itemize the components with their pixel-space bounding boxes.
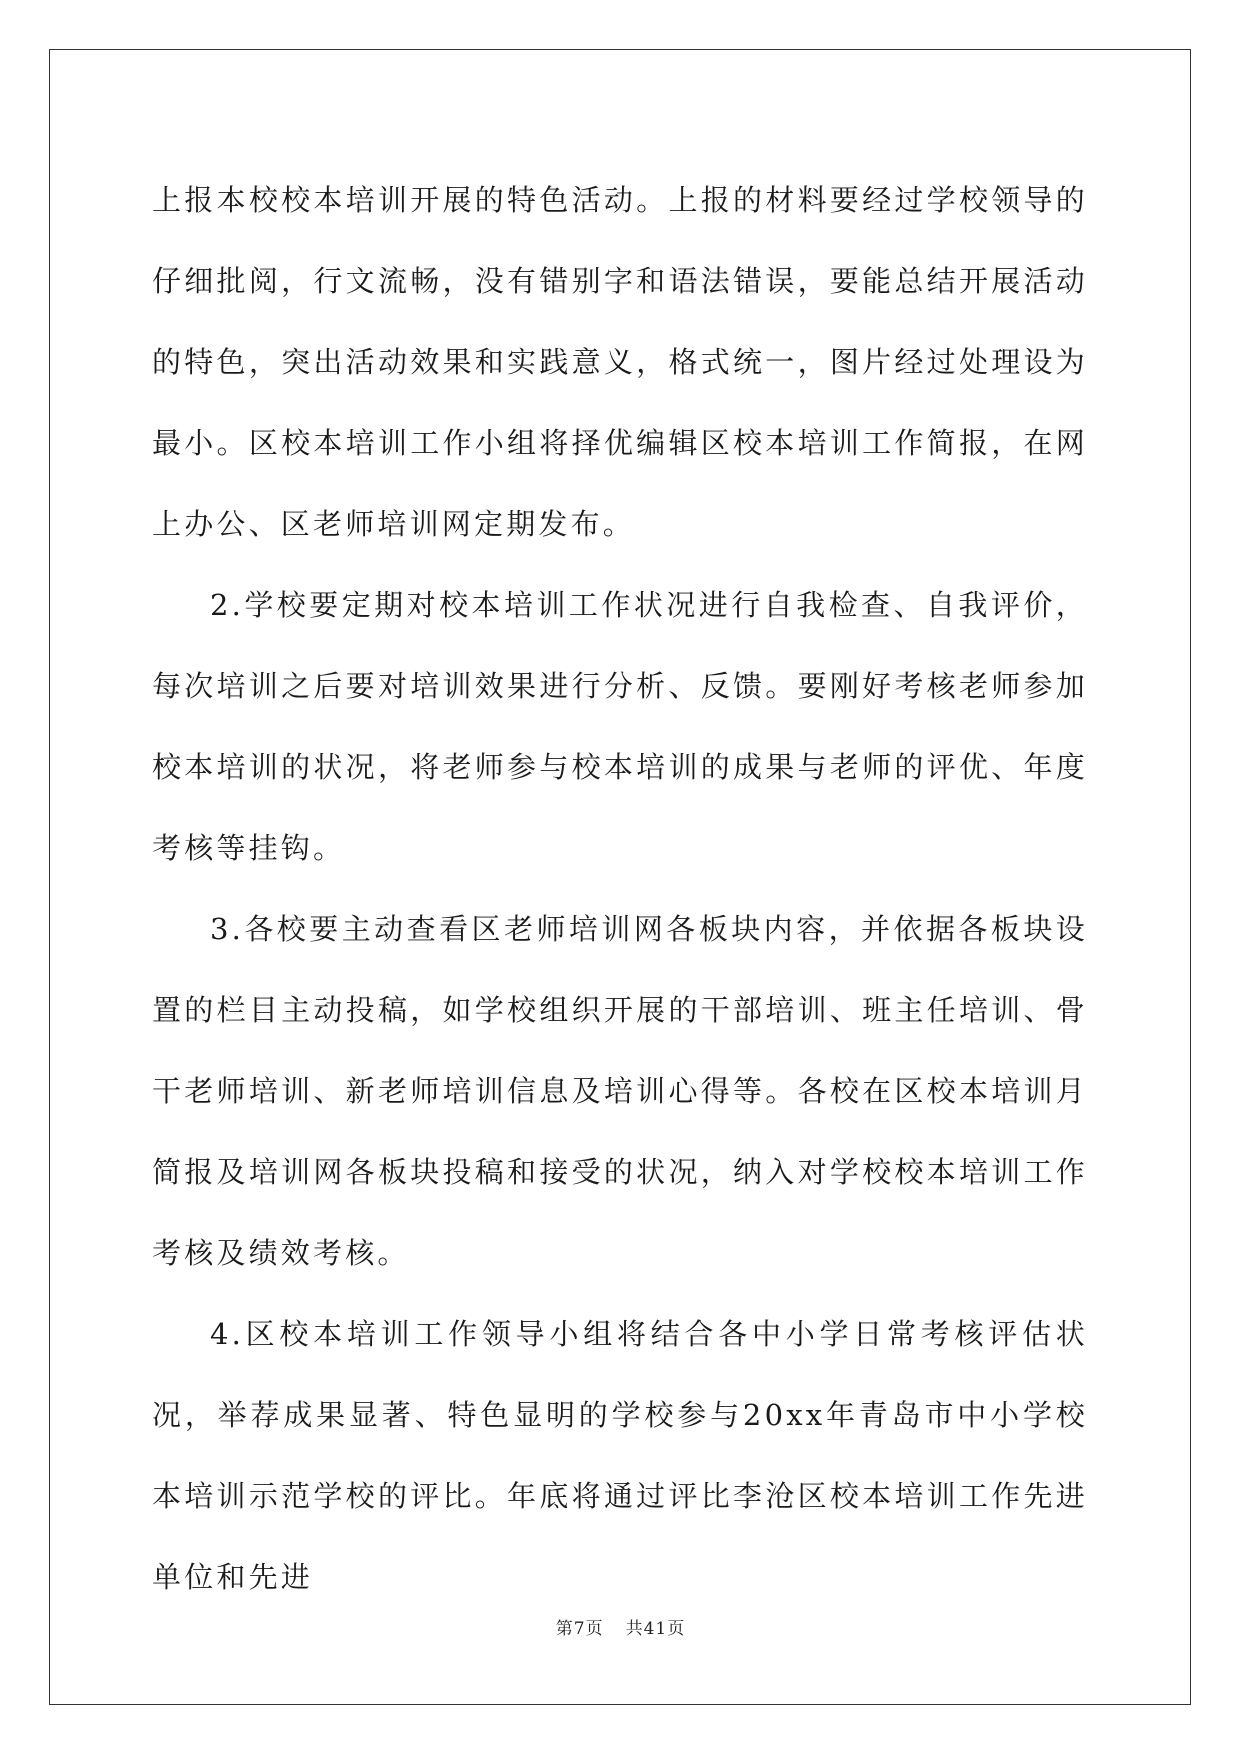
paragraph-1: 上报本校校本培训开展的特色活动。上报的材料要经过学校领导的仔细批阅，行文流畅，没有错别字和语法错误，要能总结开展活动的特色，突出活动效果和实践意义，格式统一，图片经过处理设为最小。区校本培训工作小组将择优编辑区校本培训工作简报，在网上办公、区老师培训网定期发布。	[152, 183, 1088, 541]
paragraph-3: 3.各校要主动查看区老师培训网各板块内容，并依据各板块设置的栏目主动投稿，如学校组织开展的干部培训、班主任培训、骨干老师培训、新老师培训信息及培训心得等。各校在区校本培训月简报及培训网各板块投稿和接受的状况，纳入对学校校本培训工作考核及绩效考核。	[152, 912, 1088, 1270]
paragraph-4: 4.区校本培训工作领导小组将结合各中小学日常考核评估状况，举荐成果显著、特色显明的学校参与20xx年青岛市中小学校本培训示范学校的评比。年底将通过评比李沧区校本培训工作先进单位和先进	[152, 1317, 1088, 1594]
paragraph-2: 2.学校要定期对校本培训工作状况进行自我检查、自我评价，每次培训之后要对培训效果进行分析、反馈。要刚好考核老师参加校本培训的状况，将老师参与校本培训的成果与老师的评优、年度考核等挂钩。	[152, 588, 1088, 865]
page-number: 第7页	[555, 1619, 604, 1639]
page-footer	[0, 1614, 1241, 1639]
page-total: 共41页	[625, 1619, 686, 1639]
document-body	[152, 160, 1088, 1618]
